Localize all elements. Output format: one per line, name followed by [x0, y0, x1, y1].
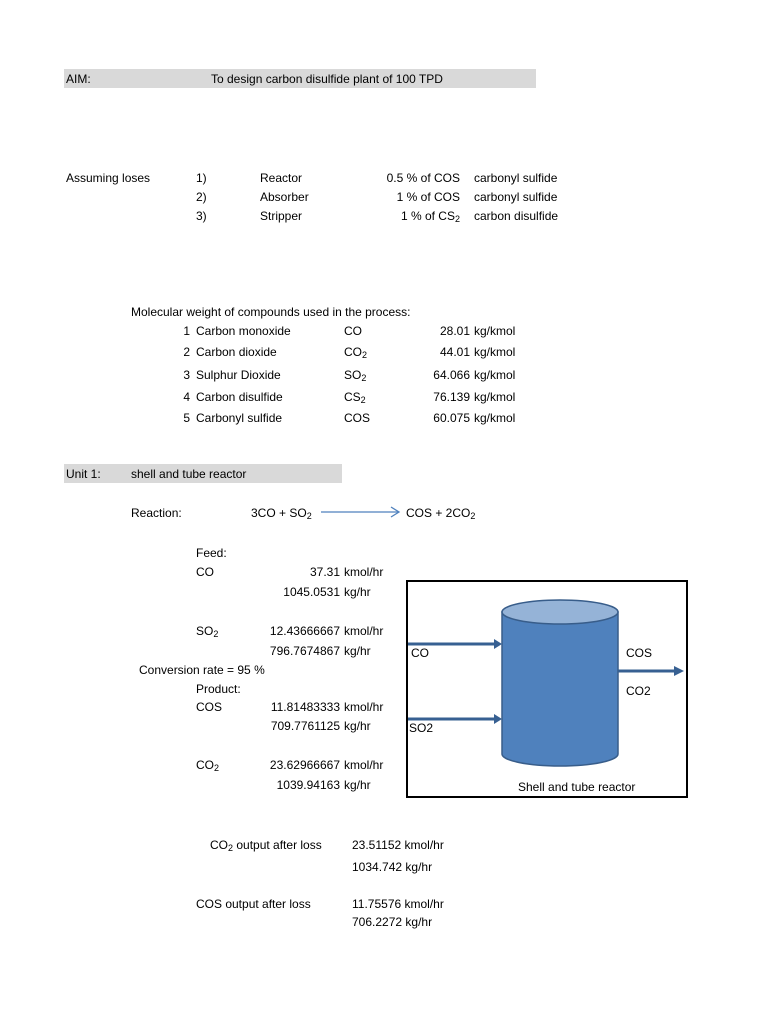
feed-co-kmol: 37.31 — [309, 565, 340, 579]
mw-value: 28.01 — [439, 324, 470, 338]
cos-after-kg: 706.2272 kg/hr — [352, 915, 433, 929]
mw-heading: Molecular weight of compounds used in the process: — [131, 305, 411, 319]
product-co2-kg: 1039.94163 — [276, 778, 340, 792]
co2-after-kg: 1034.742 kg/hr — [352, 860, 433, 874]
product-co2-kmol: 23.62966667 — [269, 758, 340, 772]
loss-num-1: 1) — [196, 171, 207, 185]
feed-co-kg-unit: kg/hr — [344, 585, 371, 599]
cos-after-kmol: 11.75576 kmol/hr — [352, 897, 444, 911]
feed-so2-kmol: 12.43666667 — [269, 624, 340, 638]
product-label: Product: — [196, 682, 241, 696]
product-cos-kmol: 11.81483333 — [270, 700, 340, 714]
feed-so2-kg-unit: kg/hr — [344, 644, 371, 658]
product-cos-label: COS — [196, 700, 223, 714]
diagram-caption: Shell and tube reactor — [518, 780, 636, 794]
product-cos-kg-unit: kg/hr — [344, 719, 371, 733]
co2-after-kmol: 23.51152 kmol/hr — [352, 838, 444, 852]
mw-value: 44.01 — [439, 345, 470, 359]
product-cos-kg: 709.7761125 — [270, 719, 340, 733]
loss-num-3: 3) — [196, 209, 207, 223]
mw-unit: kg/kmol — [474, 324, 516, 338]
unit1-label: Unit 1: — [66, 467, 101, 481]
mw-num: 4 — [183, 390, 190, 404]
product-co2-label: $CO_2$ — [196, 758, 220, 773]
feed-co-kg: 1045.0531 — [283, 585, 340, 599]
mw-formula: $CS_2$ — [344, 390, 366, 405]
product-cos-kmol-unit: kmol/hr — [344, 700, 384, 714]
inlet-so2-label: SO2 — [409, 721, 434, 735]
feed-so2-kmol-unit: kmol/hr — [344, 624, 384, 638]
reaction-reactants: $3CO + SO_2$ — [251, 506, 312, 521]
reaction-products: COS + $2CO_2$ — [406, 506, 476, 521]
product-co2-kg-unit: kg/hr — [344, 778, 371, 792]
mw-name: Carbon dioxide — [196, 345, 277, 359]
reaction-label: Reaction: — [131, 506, 182, 520]
mw-value: 64.066 — [433, 368, 470, 382]
loss-num-2: 2) — [196, 190, 207, 204]
cos-after-label: COS output after loss — [196, 897, 311, 911]
mw-value: 76.139 — [433, 390, 470, 404]
outlet-co2-label: CO2 — [626, 684, 651, 698]
mw-formula: CO — [344, 324, 362, 338]
loss-pct-1: 0.5 % of COS — [386, 171, 460, 185]
mw-unit: kg/kmol — [474, 345, 516, 359]
outlet-cos-label: COS — [626, 646, 653, 660]
loss-name-1: carbonyl sulfide — [474, 171, 558, 185]
unit1-title: shell and tube reactor — [131, 467, 247, 481]
co2-after-label: $CO_2$ output after loss — [210, 838, 322, 853]
mw-num: 2 — [183, 345, 190, 359]
loss-unit-2: Absorber — [260, 190, 309, 204]
mw-num: 1 — [183, 324, 190, 338]
aim-text: To design carbon disulfide plant of 100 TPD — [211, 72, 443, 86]
mw-num: 5 — [183, 411, 190, 425]
mw-name: Carbon monoxide — [196, 324, 291, 338]
loss-pct-3: 1 % of $CS_2$ — [400, 209, 460, 224]
mw-num: 3 — [183, 368, 190, 382]
losses-heading: Assuming loses — [66, 171, 151, 185]
loss-unit-3: Stripper — [260, 209, 303, 223]
mw-name: Carbonyl sulfide — [196, 411, 283, 425]
loss-name-3: carbon disulfide — [474, 209, 559, 223]
feed-so2-label: $SO_2$ — [196, 624, 219, 639]
aim-label: AIM: — [66, 72, 91, 86]
feed-so2-kg: 796.7674867 — [269, 644, 340, 658]
feed-co-label: CO — [196, 565, 214, 579]
inlet-co-label: CO — [411, 646, 429, 660]
mw-unit: kg/kmol — [474, 411, 516, 425]
mw-unit: kg/kmol — [474, 368, 516, 382]
mw-name: Sulphur Dioxide — [196, 368, 281, 382]
mw-unit: kg/kmol — [474, 390, 516, 404]
mw-formula: COS — [344, 411, 371, 425]
mw-formula: $CO_2$ — [344, 345, 368, 360]
reactor-diagram — [406, 580, 688, 798]
mw-formula: $SO_2$ — [344, 368, 367, 383]
reaction-arrow-icon — [320, 505, 402, 519]
product-co2-kmol-unit: kmol/hr — [344, 758, 384, 772]
mw-name: Carbon disulfide — [196, 390, 283, 404]
loss-pct-2: 1 % of COS — [396, 190, 460, 204]
conversion-rate: Conversion rate = 95 % — [139, 663, 265, 677]
mw-value: 60.075 — [433, 411, 470, 425]
loss-name-2: carbonyl sulfide — [474, 190, 558, 204]
feed-co-kmol-unit: kmol/hr — [344, 565, 384, 579]
feed-label: Feed: — [196, 546, 227, 560]
loss-unit-1: Reactor — [260, 171, 303, 185]
